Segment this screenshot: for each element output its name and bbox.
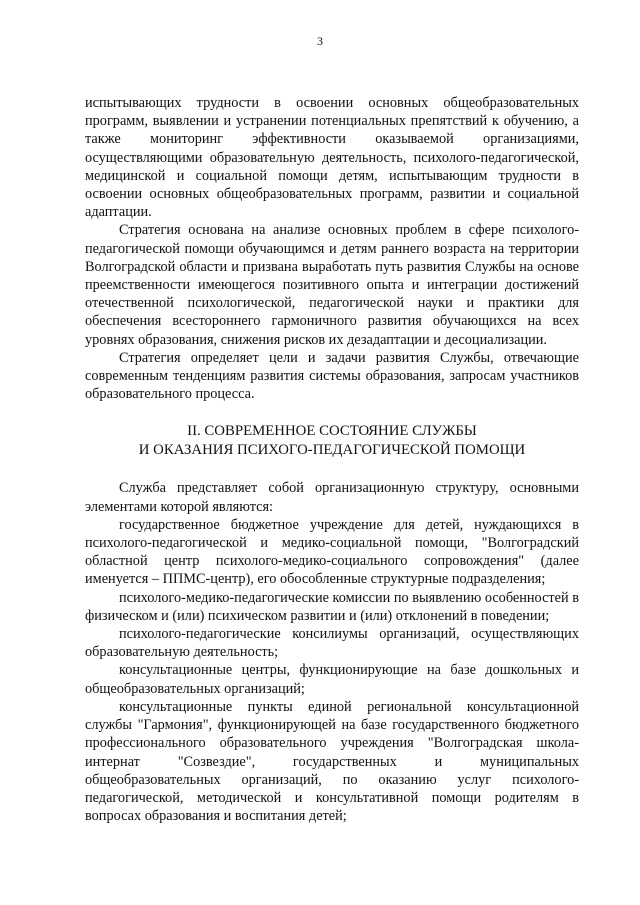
- paragraph: Стратегия основана на анализе основных проблем в сфере психолого-педагогической помощи обучающимся и детям раннего возраста на территории Волгоградской области и призвана выработать путь развития Службы на основе преемственности имеющегося позитивного опыта и интеграции достижений отечественной психологической, педагогической науки и практики для обеспечения всестороннего гармоничного развития обучающихся на всех уровнях образования, снижения рисков их дезадаптации и десоциализации.: [85, 222, 579, 348]
- list-item: психолого-педагогические консилиумы организаций, осуществляющих образовательную деятельность;: [85, 626, 579, 661]
- paragraph: Стратегия определяет цели и задачи развития Службы, отвечающие современным тенденциям развития системы образования, запросам участников образовательного процесса.: [85, 349, 579, 403]
- list-item: психолого-медико-педагогические комиссии по выявлению особенностей в физическом и (или) психическом развитии и (или) отклонений в поведении;: [85, 589, 579, 624]
- list-item: государственное бюджетное учреждение для детей, нуждающихся в психолого-педагогической и медико-социальной помощи, "Волгоградский областной центр психолого-медико-социального сопровождения" (далее именуется – ППМС-центр), его обособленные структурные подразделения;: [85, 516, 579, 588]
- paragraph: испытывающих трудности в освоении основных общеобразовательных программ, выявлении и устранении потенциальных препятствий к обучению, а также мониторинг эффективности оказываемой организациями, осуществляющими образовательную деятельность, психолого-педагогической, медицинской и социальной помощи детям, испытывающим трудности в освоении основных общеобразовательных программ, развитии и социальной адаптации.: [85, 95, 579, 221]
- list-item: консультационные пункты единой региональной консультационной службы "Гармония", функционирующей на базе государственного бюджетного профессионального образовательного учреждения "Волгоградская школа-интернат "Созвездие", государственных и муниципальных общеобразовательных организаций, по оказанию услуг психолого-педагогической, методической и консультативной помощи родителям в вопросах образования и воспитания детей;: [85, 698, 579, 825]
- page-number: 3: [317, 34, 323, 48]
- list-item: консультационные центры, функционирующие на базе дошкольных и общеобразовательных организаций;: [85, 662, 579, 697]
- paragraph: Служба представляет собой организационную структуру, основными элементами которой являются:: [85, 480, 579, 515]
- section-heading-line: II. СОВРЕМЕННОЕ СОСТОЯНИЕ СЛУЖБЫ: [187, 423, 477, 440]
- document-body: [85, 94, 579, 825]
- section-heading: [85, 422, 579, 460]
- section-heading-line: И ОКАЗАНИЯ ПСИХОГО-ПЕДАГОГИЧЕСКОЙ ПОМОЩИ: [138, 442, 526, 459]
